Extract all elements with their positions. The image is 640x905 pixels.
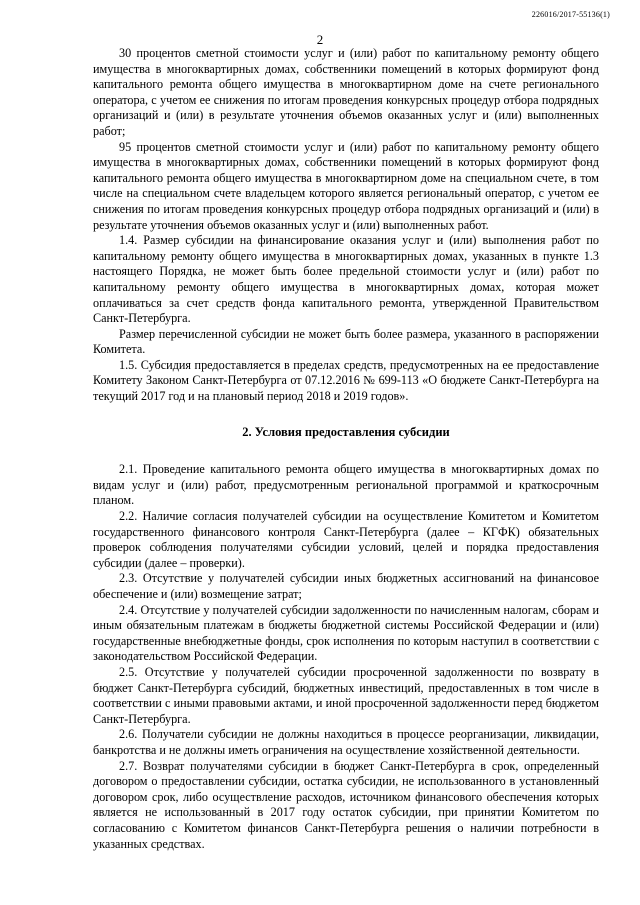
paragraph: 2.7. Возврат получателями субсидии в бюджет Санкт-Петербурга в срок, определенный договором о предоставлении субсидии, остатка субсидии, не использованного в установленный договором срок, либо осуществление расходов, источником финансового обеспечения которых является не использованный в 2017 году остаток субсидии, при принятии Комитетом по согласованию с Комитетом финансов Санкт-Петербурга решения о наличии потребности в указанных средствах. xyxy=(93,758,599,851)
document-id: 226016/2017-55136(1) xyxy=(531,10,610,19)
paragraph: 2.4. Отсутствие у получателей субсидии задолженности по начисленным налогам, сборам и иным обязательным платежам в бюджеты бюджетной системы Российской Федерации и (или) государственные внебюджетные фонды, срок исполнения по которым наступил в соответствии с законодательством Российской Федерации. xyxy=(93,602,599,664)
paragraph: 1.5. Субсидия предоставляется в пределах средств, предусмотренных на ее предоставление Комитету Законом Санкт-Петербурга от 07.12.2016 № 699-113 «О бюджете Санкт-Петербурга на текущий 2017 год и на плановый период 2018 и 2019 годов». xyxy=(93,357,599,404)
page-number: 2 xyxy=(316,32,324,47)
paragraph: 2.2. Наличие согласия получателей субсидии на осуществление Комитетом и Комитетом государственного финансового контроля Санкт-Петербурга (далее – КГФК) обязательных проверок соблюдения получателями субсидии условий, целей и порядка предоставления субсидии (далее – проверки). xyxy=(93,509,599,570)
paragraph: 2.6. Получатели субсидии не должны находиться в процессе реорганизации, ликвидации, банкротства и не должны иметь ограничения на осуществление хозяйственной деятельности. xyxy=(93,727,599,757)
paragraph: 1.4. Размер субсидии на финансирование оказания услуг и (или) выполнения работ по капитальному ремонту общего имущества в многоквартирных домах, указанных в пункте 1.3 настоящего Порядка, не может быть более предельной стоимости услуг и (или) работ по капитальному ремонту общего имущества в многоквартирных домах, которая может оплачиваться за счет средств фонда капитального ремонта, утвержденной Правительством Санкт-Петербурга. xyxy=(93,233,599,326)
section-heading: 2. Условия предоставления субсидии xyxy=(242,424,450,439)
paragraph: 2.1. Проведение капитального ремонта общего имущества в многоквартирных домах по видам услуг и (или) работ, предусмотренным региональной программой и краткосрочным планом. xyxy=(93,462,599,508)
paragraph: 2.5. Отсутствие у получателей субсидии просроченной задолженности по возврату в бюджет Санкт-Петербурга субсидий, бюджетных инвестиций, предоставленных в том числе в соответствии с иными правовыми актами, и иной просроченной задолженности перед бюджетом Санкт-Петербурга. xyxy=(93,664,599,726)
document-body xyxy=(93,46,599,852)
paragraph: 30 процентов сметной стоимости услуг и (или) работ по капитальному ремонту общего имущества в многоквартирных домах, собственники помещений в которых формируют фонд капитального ремонта общего имущества в многоквартирном доме на счете регионального оператора, с учетом ее снижения по итогам проведения конкурсных процедур отбора подрядных организаций и (или) в результате уточнения объемов оказанных услуг и (или) выполненных работ; xyxy=(93,46,599,138)
paragraph: Размер перечисленной субсидии не может быть более размера, указанного в распоряжении Комитета. xyxy=(93,326,599,357)
paragraph: 95 процентов сметной стоимости услуг и (или) работ по капитальному ремонту общего имущества в многоквартирных домах, собственники помещений в которых формируют фонд капитального ремонта общего имущества в многоквартирном доме на специальном счете, в том числе на специальном счете владельцем которого является региональный оператор, с учетом ее снижения по итогам проведения конкурсных процедур отбора подрядных организаций и (или) в результате уточнения объемов оказанных услуг и (или) выполненных работ. xyxy=(93,139,599,232)
paragraph: 2.3. Отсутствие у получателей субсидии иных бюджетных ассигнований на финансовое обеспечение и (или) возмещение затрат; xyxy=(93,571,599,601)
